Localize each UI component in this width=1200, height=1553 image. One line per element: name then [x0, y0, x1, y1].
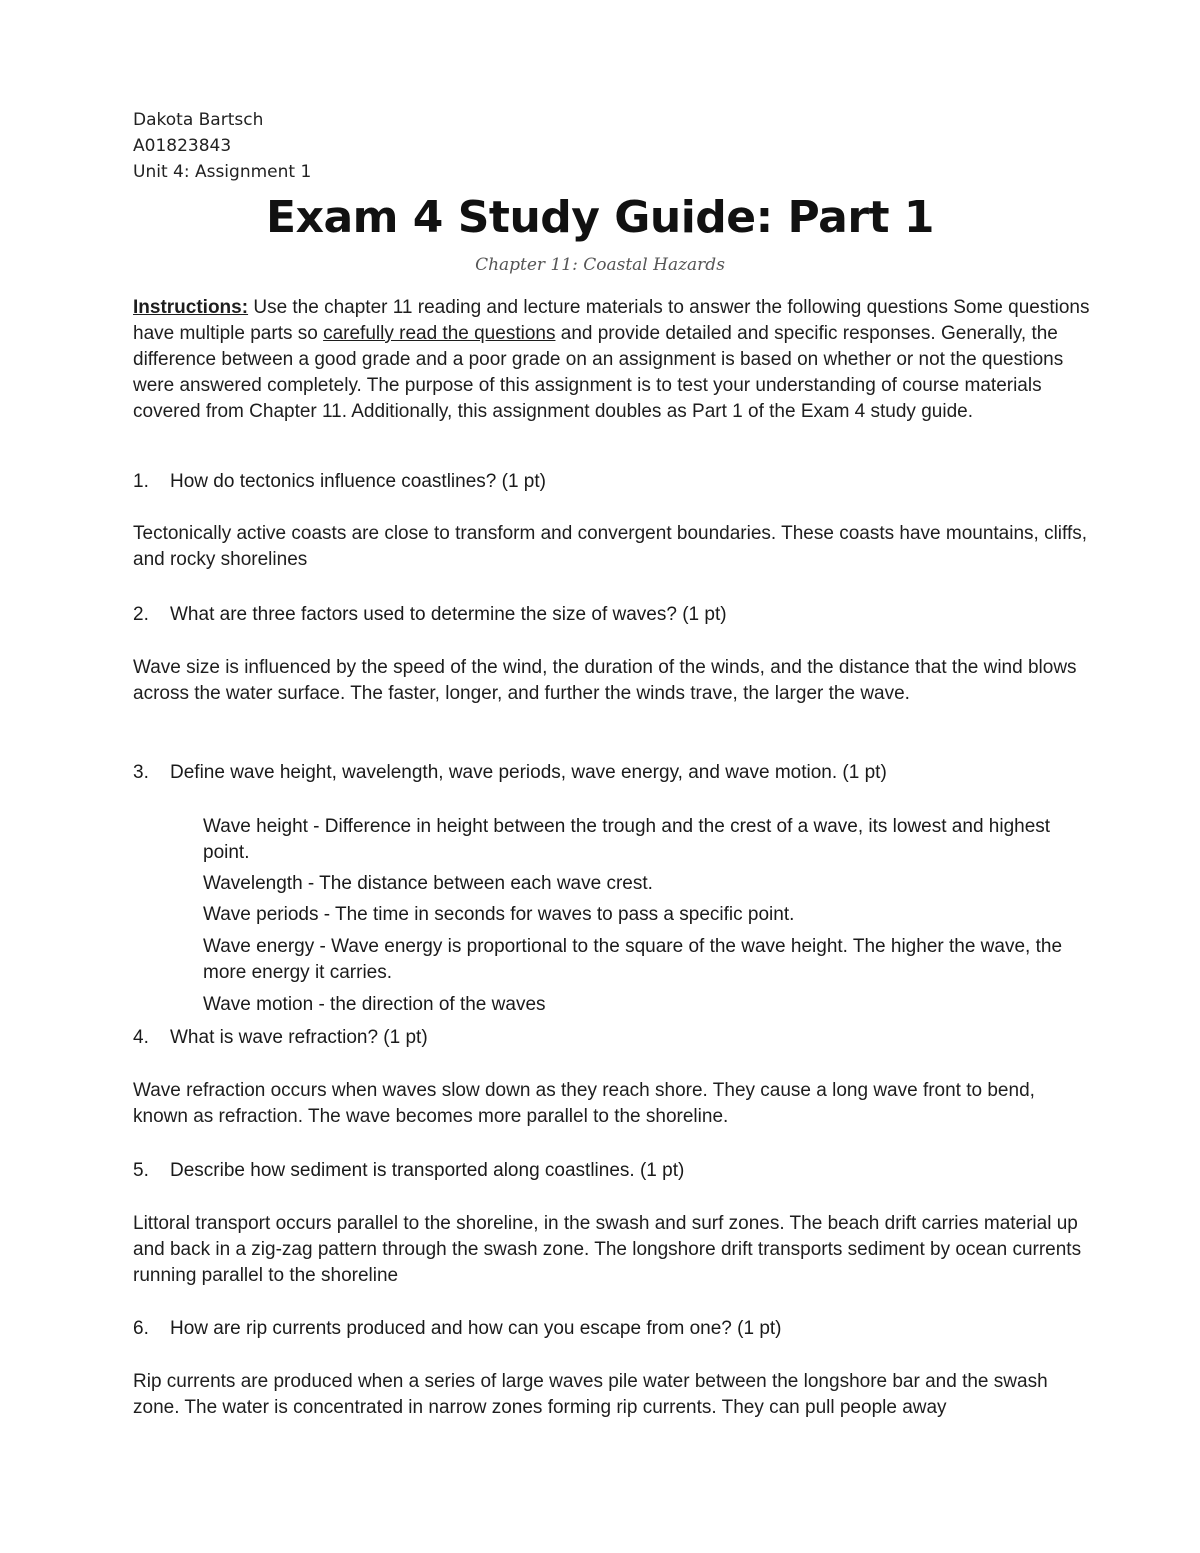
student-name: Dakota Bartsch: [133, 110, 264, 130]
instructions-paragraph: [133, 295, 1093, 425]
question-text: Define wave height, wavelength, wave periods, wave energy, and wave motion. (1 pt): [170, 762, 887, 783]
document-title: Exam 4 Study Guide: Part 1: [266, 192, 934, 243]
question-number: 5.: [133, 1160, 149, 1181]
question-text: What are three factors used to determine the size of waves? (1 pt): [170, 604, 727, 625]
question-text: Describe how sediment is transported along coastlines. (1 pt): [170, 1160, 685, 1181]
answer-1: Tectonically active coasts are close to transform and convergent boundaries. These coasts have mountains, cliffs, and rocky shorelines: [133, 523, 1088, 570]
question-3: [133, 760, 1093, 786]
definition-wave-motion: Wave motion - the direction of the waves: [203, 994, 546, 1015]
definition-wave-energy: Wave energy - Wave energy is proportional to the square of the wave height. The higher the wave, the more energy it carries.: [203, 936, 1063, 983]
instructions-text-1: Use the chapter 11 reading and lecture materials to answer the following questions Some questions have multiple parts so: [133, 297, 1090, 344]
question-number: 4.: [133, 1027, 149, 1048]
question-6: [133, 1316, 1093, 1342]
question-text: How do tectonics influence coastlines? (1 pt): [170, 471, 546, 492]
question-1: [133, 469, 1093, 495]
instructions-underlined: carefully read the questions: [323, 323, 556, 344]
question-text: What is wave refraction? (1 pt): [170, 1027, 428, 1048]
question-number: 2.: [133, 604, 149, 625]
question-text: How are rip currents produced and how can you escape from one? (1 pt): [170, 1318, 782, 1339]
definition-wave-periods: Wave periods - The time in seconds for waves to pass a specific point.: [203, 904, 795, 925]
instructions-text-2: and provide detailed and specific responses. Generally, the difference between a good grade and a poor grade on an assignment is based on whether or not the questions were answered completely. The purpose of this assignment is to test your understanding of course materials covered from Chapter 11. Additionally, this assignment doubles as Part 1 of the Exam 4 study guide.: [133, 323, 1064, 422]
assignment-label: Unit 4: Assignment 1: [133, 162, 312, 182]
student-id: A01823843: [133, 136, 232, 156]
definition-wavelength: Wavelength - The distance between each wave crest.: [203, 873, 653, 894]
definition-wave-height: Wave height - Difference in height between the trough and the crest of a wave, its lowest and highest point.: [203, 816, 1051, 863]
question-4: [133, 1025, 1093, 1051]
question-number: 3.: [133, 762, 149, 783]
document-subtitle: Chapter 11: Coastal Hazards: [475, 255, 725, 275]
instructions-label: Instructions:: [133, 297, 249, 318]
answer-5: Littoral transport occurs parallel to the shoreline, in the swash and surf zones. The beach drift carries material up and back in a zig-zag pattern through the swash zone. The longshore drift transports sediment by ocean currents running parallel to the shoreline: [133, 1213, 1082, 1286]
answer-2: Wave size is influenced by the speed of the wind, the duration of the winds, and the distance that the wind blows across the water surface. The faster, longer, and further the winds trave, the larger the wave.: [133, 657, 1077, 704]
question-number: 6.: [133, 1318, 149, 1339]
question-number: 1.: [133, 471, 149, 492]
question-2: [133, 602, 1093, 628]
answer-6: Rip currents are produced when a series of large waves pile water between the longshore bar and the swash zone. The water is concentrated in narrow zones forming rip currents. They can pull people away: [133, 1371, 1048, 1418]
answer-4: Wave refraction occurs when waves slow down as they reach shore. They cause a long wave front to bend, known as refraction. The wave becomes more parallel to the shoreline.: [133, 1080, 1035, 1127]
question-5: [133, 1158, 1093, 1184]
